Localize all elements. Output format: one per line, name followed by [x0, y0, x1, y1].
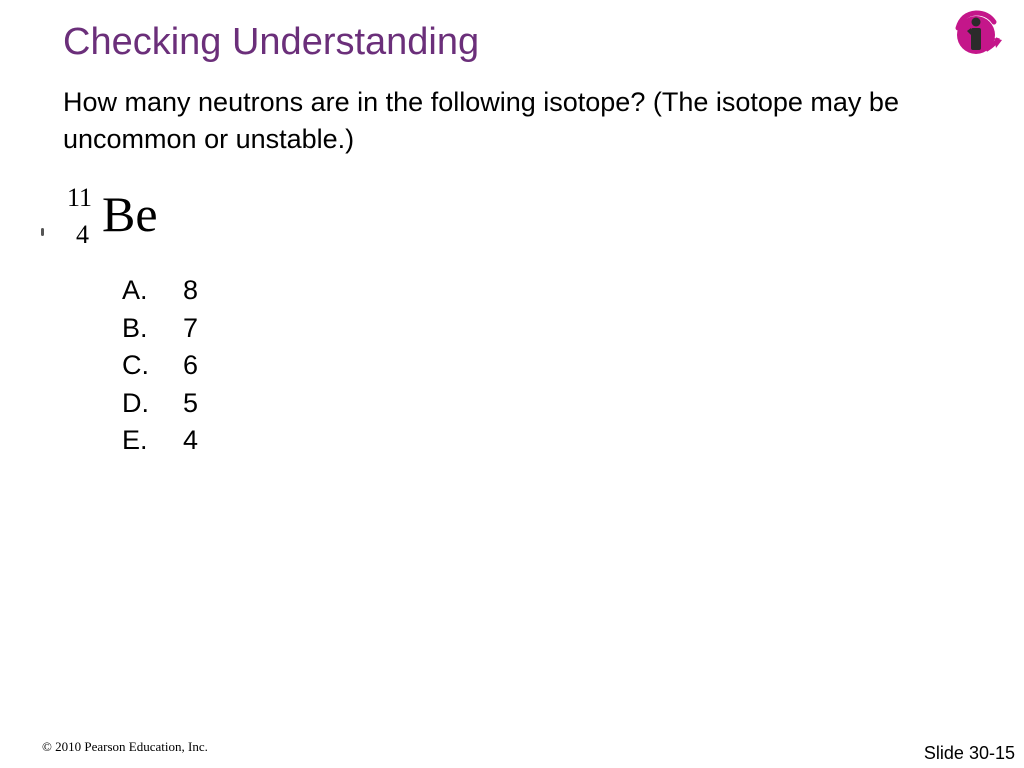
slide-number: Slide 30-15	[923, 743, 1015, 763]
choice-value: 6	[183, 350, 199, 380]
choice-letter: E.	[122, 425, 148, 455]
bullet-mark	[41, 228, 44, 236]
nuclide-notation	[62, 180, 172, 255]
choice-value: 5	[183, 387, 199, 418]
choice-letter: D.	[122, 387, 149, 418]
choice-letter: B.	[122, 312, 148, 343]
choice-c	[122, 347, 198, 385]
copyright-notice: © 2010 Pearson Education, Inc.	[42, 739, 208, 754]
choice-b	[122, 310, 198, 348]
choice-letter: C.	[122, 350, 149, 380]
answer-choices	[122, 272, 198, 460]
info-arrow-icon	[952, 8, 1004, 60]
mass-number: 11	[67, 183, 93, 212]
element-symbol: Be	[102, 186, 158, 242]
question-text: How many neutrons are in the following isotope? (The isotope may be uncommon or unstable.)	[63, 87, 899, 154]
choice-d	[122, 385, 198, 423]
choice-value: 7	[183, 312, 199, 343]
slide-title: Checking Understanding	[63, 21, 480, 63]
choice-e	[122, 422, 198, 460]
choice-a	[122, 272, 198, 310]
choice-value: 8	[183, 275, 199, 305]
choice-value: 4	[183, 425, 199, 455]
choice-letter: A.	[122, 275, 148, 305]
atomic-number: 4	[76, 220, 89, 249]
